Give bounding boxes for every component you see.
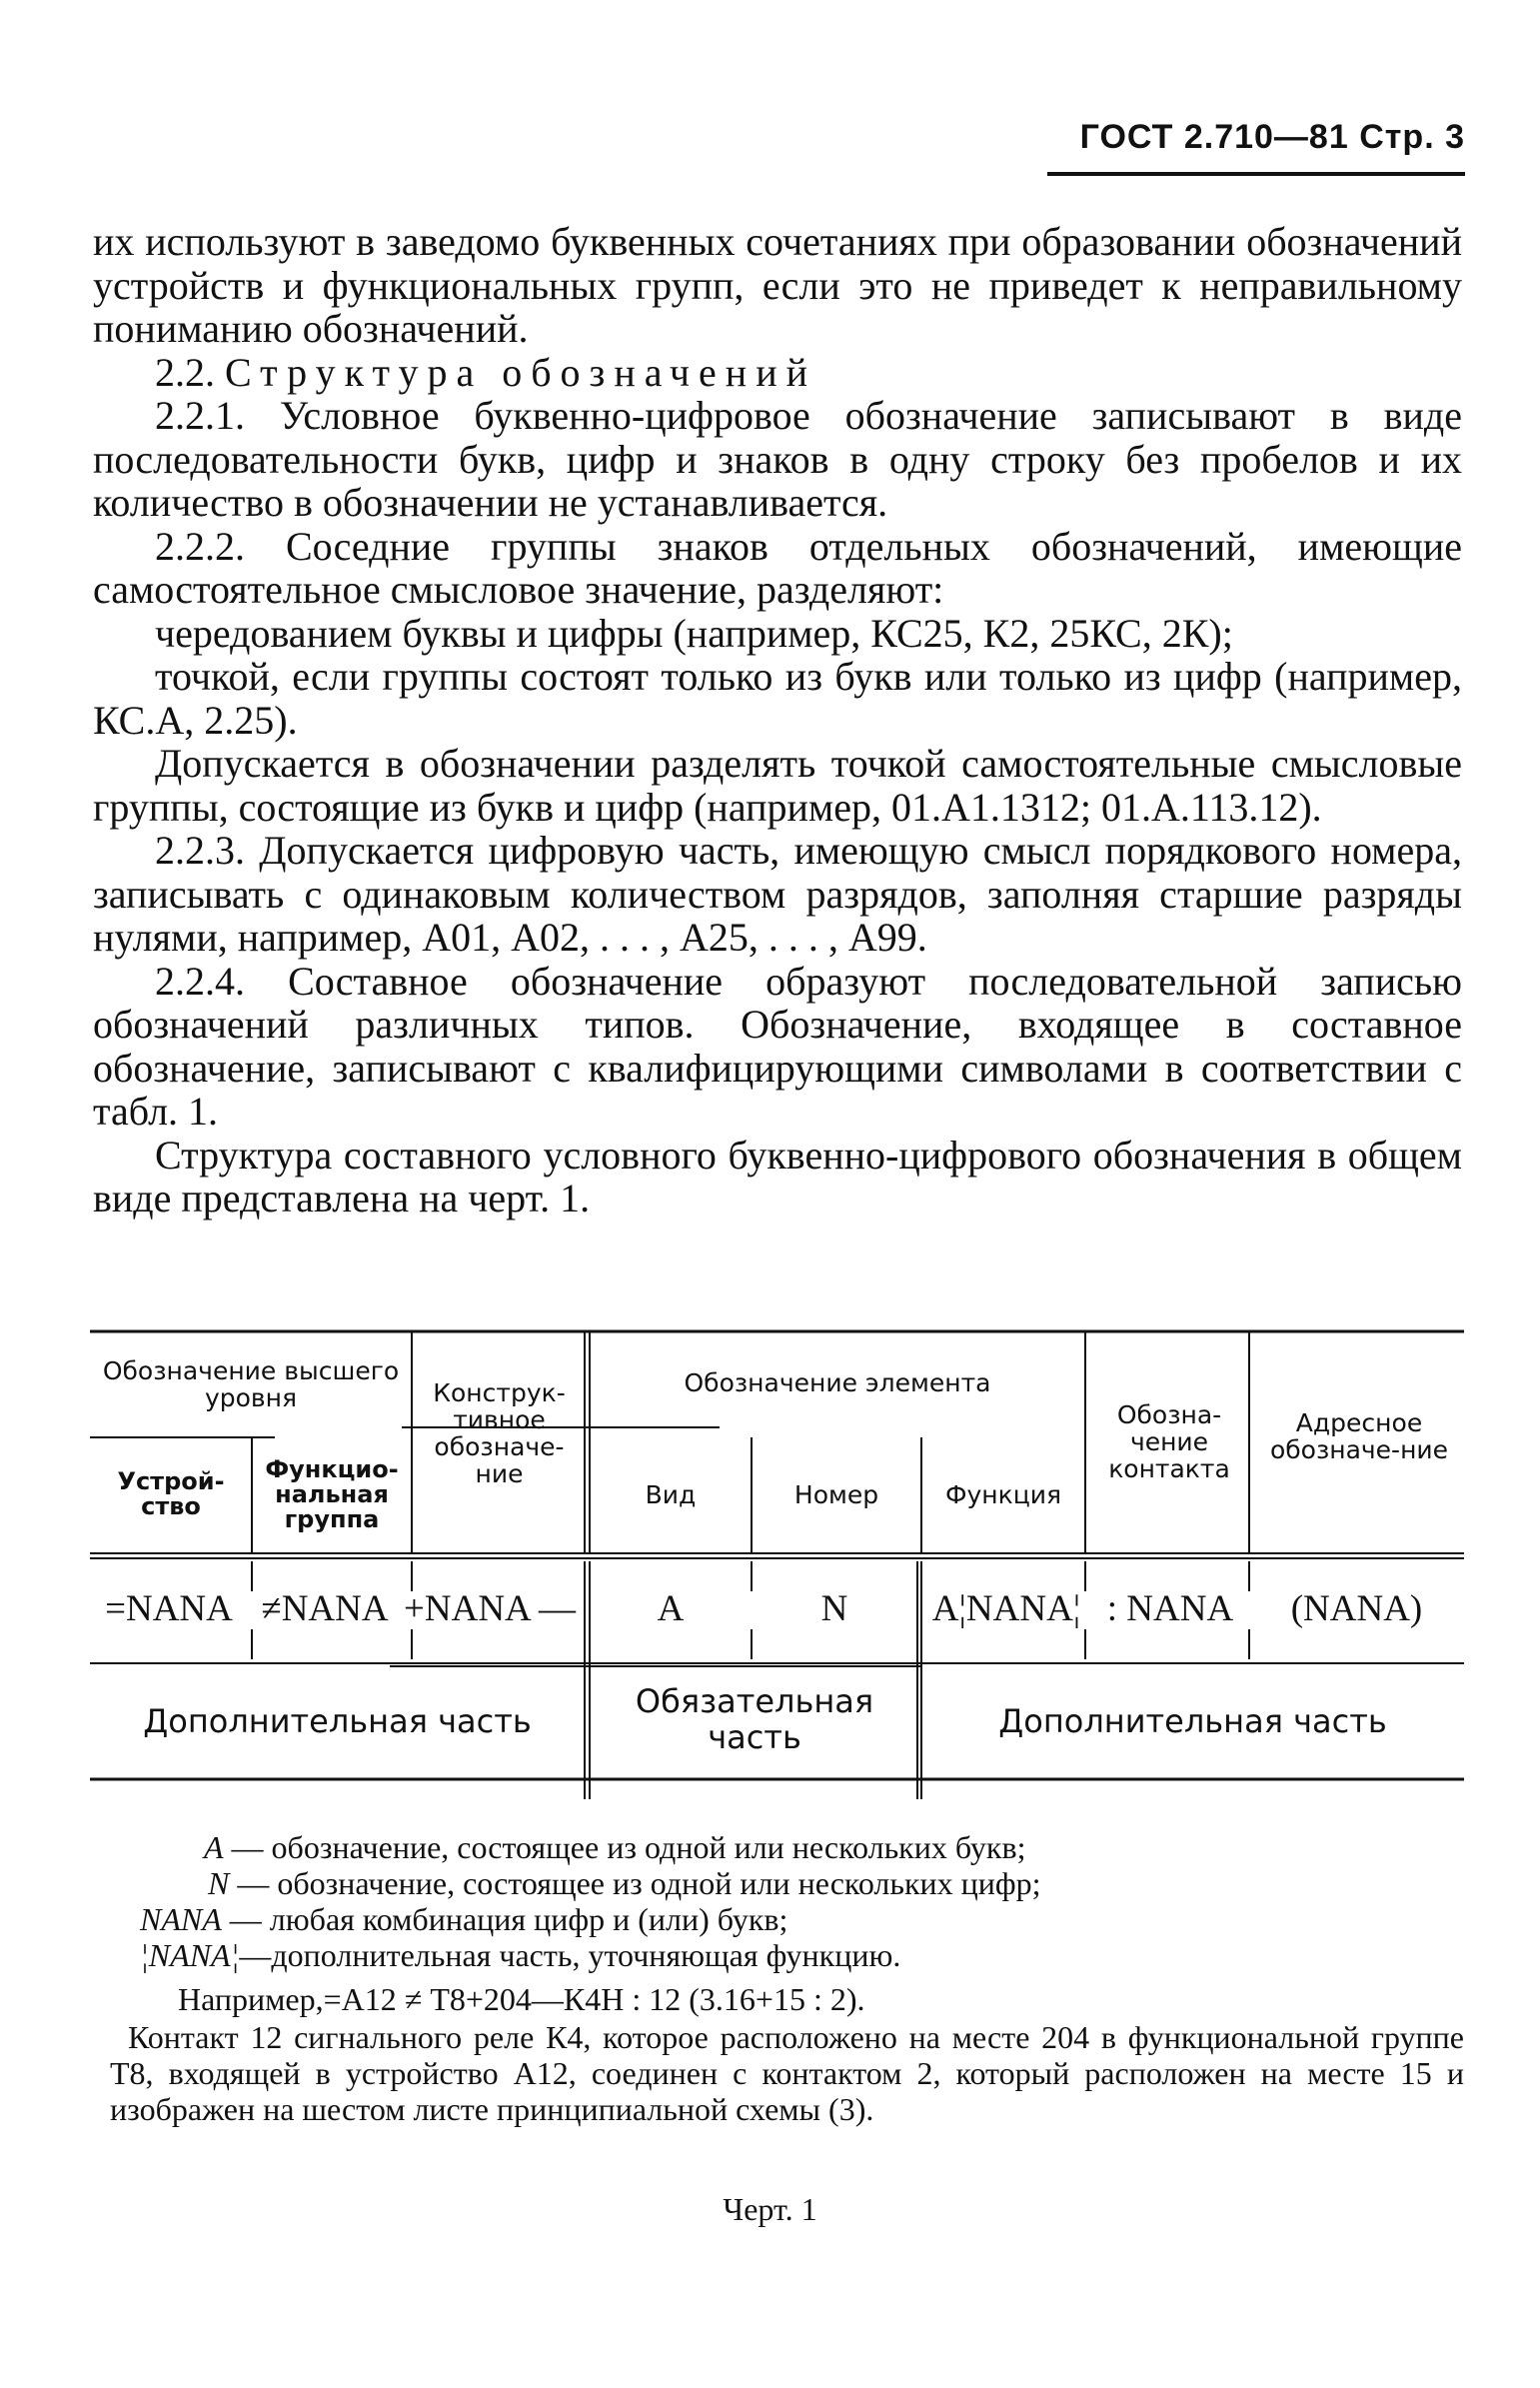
function-header: Функция (944, 1480, 1062, 1509)
page-header (1080, 118, 1465, 157)
legend-n-text: — обозначение, состоящее из одной или нескольких цифр; (229, 1865, 1041, 1901)
legend-a-text: — обозначение, состоящее из одной или нескольких букв; (223, 1829, 1026, 1865)
section-title: Структура обозначений (225, 349, 817, 395)
figure-caption: Черт. 1 (723, 2191, 817, 2227)
legend-nana-symbol: NANA (140, 1901, 222, 1937)
example-block (110, 1981, 1464, 2127)
number-header: Номер (793, 1480, 879, 1509)
figure-legend (140, 1829, 1469, 1973)
constructive-value: +NANA — (404, 1588, 576, 1629)
legend-additional-text: —дополнительная часть, уточняющая функцию. (239, 1937, 901, 1973)
address-value: (NANA) (1290, 1588, 1423, 1629)
page-number: Стр. 3 (1359, 118, 1465, 156)
legend-additional-nana (140, 1937, 1469, 1973)
contact-header: Обозна-чение контакта (1108, 1400, 1230, 1483)
kind-value: A (657, 1588, 685, 1629)
functional-group-header: Функцио-нальная группа (265, 1455, 399, 1533)
additional-part-right: Дополнительная часть (998, 1702, 1387, 1740)
header-rule (1047, 172, 1465, 176)
standard-number: ГОСТ 2.710—81 (1079, 118, 1349, 156)
body-text (93, 220, 1462, 1220)
example-line: Например,=А12 ≠ Т8+204—К4Н : 12 (3.16+15 : 2). (178, 1981, 865, 2017)
legend-n (140, 1865, 1469, 1901)
number-value: N (820, 1588, 848, 1629)
paragraph-2-2-4: 2.2.4. Составное обозначение образуют последовательной записью обозначений различных типов. Обозначение, входящее в составное обозначение, записывают с квалифицирующими символами в соответствии с табл. 1. (93, 958, 1462, 1134)
paragraph-2-2-2-dot: точкой, если группы состоят только из букв или только из цифр (например, КС.А, 2.25). (93, 654, 1462, 743)
element-header: Обозначение элемента (684, 1368, 991, 1397)
constructive-header: Конструк-тивное обозначе-ние (433, 1378, 566, 1488)
additional-part-left: Дополнительная часть (143, 1702, 532, 1740)
section-number: 2.2. (155, 349, 215, 395)
paragraph-2-2-2: 2.2.2. Соседние группы знаков отдельных обозначений, имеющие самостоятельное смысловое значение, разделяют: (93, 523, 1462, 612)
address-header: Адресное обозначе-ние (1269, 1408, 1449, 1464)
group-value: ≠NANA (261, 1588, 389, 1629)
function-value: A¦NANA¦ (931, 1588, 1081, 1629)
paragraph-2-2-3: 2.2.3. Допускается цифровую часть, имеющую смысл порядкового номера, записывать с одинаковым количеством разрядов, заполняя старшие разряды нулями, например, А01, А02, . . . , А25, . . . , А99. (93, 828, 1462, 960)
legend-a-symbol: A (204, 1829, 224, 1865)
legend-a (140, 1829, 1469, 1865)
legend-additional-symbol: ¦NANA¦ (140, 1937, 240, 1973)
device-value: =NANA (105, 1588, 233, 1629)
kind-header: Вид (645, 1480, 697, 1509)
structure-figure (90, 1329, 1464, 1799)
paragraph-2-2-2-allowed: Допускается в обозначении разделять точкой самостоятельные смысловые группы, состоящие из букв и цифр (например, 01.А1.1312; 01.А.113.12). (93, 741, 1462, 830)
mandatory-part: Обязательная часть (635, 1682, 874, 1756)
section-2-2-heading (93, 351, 1462, 395)
example-explanation: Контакт 12 сигнального реле К4, которое расположено на месте 204 в функциональной группе Т8, входящей в устройство А12, соединен с контактом 2, который расположен на месте 15 и изображен на шестом листе принципиальной схемы (3). (110, 2019, 1464, 2127)
paragraph-2-2-4-structure: Структура составного условного буквенно-цифрового обозначения в общем виде представлена на черт. 1. (93, 1132, 1462, 1220)
higher-level-header: Обозначение высшего уровня (102, 1356, 400, 1412)
legend-nana (140, 1901, 1469, 1937)
legend-n-symbol: N (208, 1865, 230, 1901)
paragraph-2-2-1: 2.2.1. Условное буквенно-цифровое обозначение записывают в виде последовательности букв, цифр и знаков в одну строку без пробелов и их количество в обозначении не устанавливается. (93, 393, 1462, 525)
legend-nana-text: — любая комбинация цифр и (или) букв; (221, 1901, 788, 1937)
contact-value: : NANA (1106, 1588, 1234, 1629)
paragraph-2-2-2-alternation: чередованием буквы и цифры (например, КС25, К2, 25КС, 2К); (155, 610, 1233, 656)
paragraph-continuation: их используют в заведомо буквенных сочетаниях при образовании обозначений устройств и функциональных групп, если это не приведет к неправильному пониманию обозначений. (93, 219, 1462, 351)
device-header: Устрой-ство (117, 1467, 225, 1520)
